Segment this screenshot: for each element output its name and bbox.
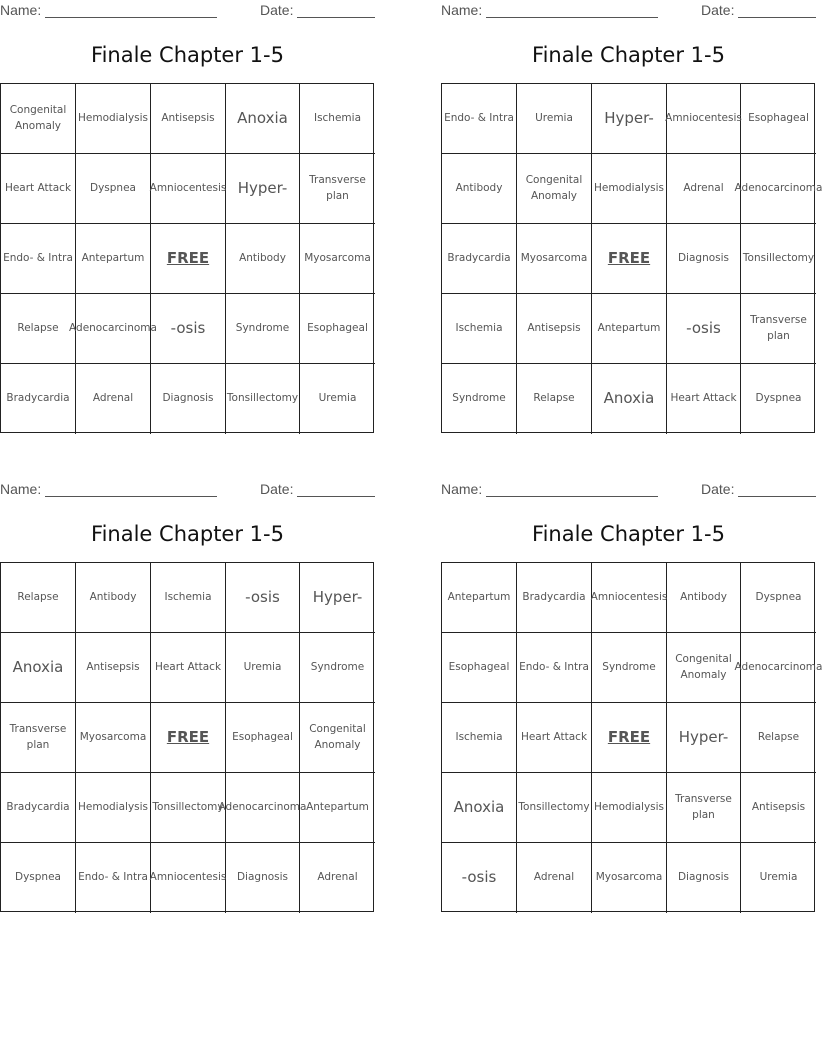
bingo-cell: Antibody bbox=[442, 154, 517, 224]
bingo-cell: Esophageal bbox=[741, 84, 816, 154]
bingo-cell: Transverse plan bbox=[1, 703, 76, 773]
bingo-cell: Bradycardia bbox=[442, 224, 517, 294]
name-label: Name: bbox=[441, 481, 483, 497]
bingo-cell: Heart Attack bbox=[517, 703, 592, 773]
bingo-cell: Tonsillectomy bbox=[741, 224, 816, 294]
bingo-cell: Esophageal bbox=[226, 703, 300, 773]
bingo-cell: Heart Attack bbox=[151, 633, 226, 703]
bingo-cell: Transverse plan bbox=[667, 773, 741, 843]
bingo-cell: Diagnosis bbox=[667, 224, 741, 294]
free-space-cell: FREE bbox=[592, 224, 667, 294]
bingo-cell: Ischemia bbox=[442, 703, 517, 773]
bingo-cell: Antisepsis bbox=[151, 84, 226, 154]
bingo-cell: Antepartum bbox=[300, 773, 375, 843]
bingo-cell: Antisepsis bbox=[741, 773, 816, 843]
bingo-cell: Antisepsis bbox=[517, 294, 592, 364]
bingo-cell: Myosarcoma bbox=[76, 703, 151, 773]
bingo-cell: Adenocarcinoma bbox=[76, 294, 151, 364]
name-label: Name: bbox=[441, 2, 483, 18]
name-date-header bbox=[0, 481, 375, 499]
date-blank-line[interactable] bbox=[297, 17, 375, 18]
bingo-cell: Anoxia bbox=[442, 773, 517, 843]
bingo-cell: -osis bbox=[151, 294, 226, 364]
bingo-cell: Hyper- bbox=[300, 563, 375, 633]
bingo-cell: Esophageal bbox=[300, 294, 375, 364]
bingo-cell: Antibody bbox=[667, 563, 741, 633]
bingo-cell: Hyper- bbox=[592, 84, 667, 154]
name-blank-line[interactable] bbox=[486, 496, 658, 497]
name-label: Name: bbox=[0, 2, 42, 18]
bingo-cell: Relapse bbox=[517, 364, 592, 434]
bingo-cell: Hemodialysis bbox=[76, 773, 151, 843]
date-blank-line[interactable] bbox=[738, 496, 816, 497]
name-blank-line[interactable] bbox=[45, 496, 217, 497]
bingo-cell: Uremia bbox=[318, 392, 357, 405]
bingo-cell: Antepartum bbox=[592, 294, 667, 364]
date-label: Date: bbox=[701, 481, 735, 497]
bingo-cell: Tonsillectomy bbox=[517, 773, 592, 843]
card-title: Finale Chapter 1-5 bbox=[532, 522, 725, 546]
free-space-cell: FREE bbox=[592, 703, 667, 773]
bingo-cell: Congenital Anomaly bbox=[667, 633, 741, 703]
bingo-cell: -osis bbox=[226, 563, 300, 633]
bingo-cell: Adenocarcinoma bbox=[741, 633, 816, 703]
date-label: Date: bbox=[701, 2, 735, 18]
bingo-cell: Antibody bbox=[226, 224, 300, 294]
bingo-cell: Heart Attack bbox=[1, 154, 76, 224]
bingo-cell: Congenital Anomaly bbox=[517, 154, 592, 224]
bingo-cell: Transverse plan bbox=[741, 294, 816, 364]
bingo-cell: Endo- & Intra bbox=[76, 843, 151, 913]
bingo-cell: Syndrome bbox=[300, 633, 375, 703]
bingo-cell: Ischemia bbox=[300, 84, 375, 154]
bingo-cell: -osis bbox=[667, 294, 741, 364]
bingo-cell: Dyspnea bbox=[755, 392, 802, 405]
bingo-cell: Uremia bbox=[517, 84, 592, 154]
bingo-cell: Transverse plan bbox=[300, 154, 375, 224]
card-title: Finale Chapter 1-5 bbox=[532, 43, 725, 67]
bingo-cell: -osis bbox=[442, 843, 517, 913]
date-blank-line[interactable] bbox=[738, 17, 816, 18]
date-blank-line[interactable] bbox=[297, 496, 375, 497]
bingo-cell: Hemodialysis bbox=[76, 84, 151, 154]
name-date-header bbox=[441, 481, 816, 499]
bingo-cell: Relapse bbox=[1, 294, 76, 364]
bingo-cell: Anoxia bbox=[1, 633, 76, 703]
name-date-header bbox=[0, 2, 375, 20]
bingo-grid bbox=[0, 562, 374, 912]
bingo-cell: Amniocentesis bbox=[151, 154, 226, 224]
bingo-cell: Relapse bbox=[741, 703, 816, 773]
bingo-grid bbox=[441, 562, 822, 912]
bingo-cell: Relapse bbox=[1, 563, 76, 633]
bingo-cell: Endo- & Intra bbox=[442, 84, 517, 154]
bingo-cell: Anoxia bbox=[226, 84, 300, 154]
bingo-cell: Congenital Anomaly bbox=[1, 84, 76, 154]
bingo-cell: Adrenal bbox=[517, 843, 592, 913]
bingo-cell: Antibody bbox=[76, 563, 151, 633]
bingo-cell: Adenocarcinoma bbox=[226, 773, 300, 843]
bingo-cell: Endo- & Intra bbox=[1, 224, 76, 294]
bingo-cell: Amniocentesis bbox=[151, 843, 226, 913]
bingo-cell: Tonsillectomy bbox=[226, 364, 300, 434]
bingo-cell: Diagnosis bbox=[667, 843, 741, 913]
bingo-cell: Ischemia bbox=[151, 563, 226, 633]
bingo-cell: Congenital Anomaly bbox=[300, 703, 375, 773]
bingo-cell: Hemodialysis bbox=[592, 154, 667, 224]
bingo-cell: Amniocentesis bbox=[592, 563, 667, 633]
card-title: Finale Chapter 1-5 bbox=[91, 43, 284, 67]
bingo-grid bbox=[0, 83, 374, 433]
bingo-cell: Antisepsis bbox=[76, 633, 151, 703]
bingo-cell: Myosarcoma bbox=[592, 843, 667, 913]
bingo-cell: Ischemia bbox=[442, 294, 517, 364]
bingo-cell: Adenocarcinoma bbox=[741, 154, 816, 224]
bingo-cell: Anoxia bbox=[592, 364, 667, 434]
bingo-cell: Myosarcoma bbox=[300, 224, 375, 294]
bingo-cell: Dyspnea bbox=[1, 843, 76, 913]
bingo-cell: Bradycardia bbox=[517, 563, 592, 633]
bingo-cell: Syndrome bbox=[592, 633, 667, 703]
bingo-cell: Syndrome bbox=[442, 364, 517, 434]
free-space-cell: FREE bbox=[151, 703, 226, 773]
name-blank-line[interactable] bbox=[486, 17, 658, 18]
bingo-cell: Uremia bbox=[226, 633, 300, 703]
bingo-cell: Adrenal bbox=[317, 871, 358, 884]
name-date-header bbox=[441, 2, 816, 20]
bingo-cell: Heart Attack bbox=[667, 364, 741, 434]
bingo-cell: Diagnosis bbox=[226, 843, 300, 913]
name-label: Name: bbox=[0, 481, 42, 497]
name-blank-line[interactable] bbox=[45, 17, 217, 18]
free-space-cell: FREE bbox=[151, 224, 226, 294]
bingo-cell: Antepartum bbox=[442, 563, 517, 633]
card-title: Finale Chapter 1-5 bbox=[91, 522, 284, 546]
bingo-cell: Tonsillectomy bbox=[151, 773, 226, 843]
bingo-cell: Dyspnea bbox=[76, 154, 151, 224]
bingo-cell: Syndrome bbox=[226, 294, 300, 364]
bingo-cell: Myosarcoma bbox=[517, 224, 592, 294]
bingo-cell: Bradycardia bbox=[1, 773, 76, 843]
date-label: Date: bbox=[260, 2, 294, 18]
bingo-cell: Hyper- bbox=[667, 703, 741, 773]
bingo-cell: Diagnosis bbox=[151, 364, 226, 434]
bingo-cell: Antepartum bbox=[76, 224, 151, 294]
date-label: Date: bbox=[260, 481, 294, 497]
bingo-cell: Adrenal bbox=[76, 364, 151, 434]
bingo-cell: Endo- & Intra bbox=[517, 633, 592, 703]
bingo-cell: Esophageal bbox=[442, 633, 517, 703]
bingo-cell: Uremia bbox=[759, 871, 798, 884]
bingo-grid bbox=[441, 83, 822, 433]
bingo-cell: Amniocentesis bbox=[667, 84, 741, 154]
bingo-cell: Hemodialysis bbox=[592, 773, 667, 843]
bingo-cell: Adrenal bbox=[667, 154, 741, 224]
bingo-cell: Dyspnea bbox=[741, 563, 816, 633]
bingo-cell: Hyper- bbox=[226, 154, 300, 224]
bingo-cell: Bradycardia bbox=[1, 364, 76, 434]
